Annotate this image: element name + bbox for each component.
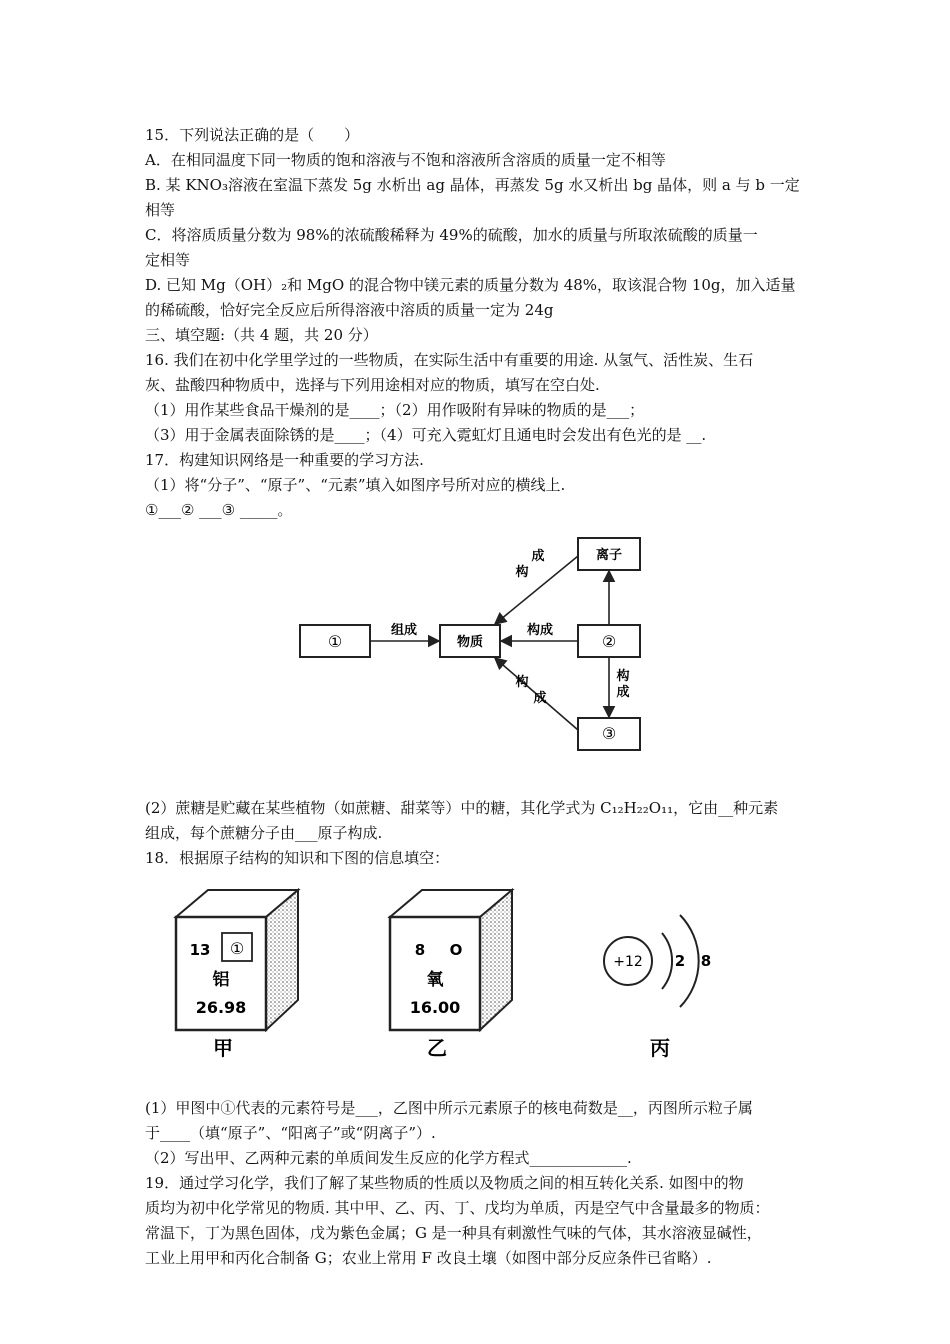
q19-line1: 19．通过学习化学，我们了解了某些物质的性质以及物质之间的相互转化关系. 如图中的物 [145,1174,744,1192]
jia-name: 铝 [212,970,230,990]
section-title: 三、填空题:（共 4 题，共 20 分） [145,326,378,344]
q15-option-c-cont: 定相等 [145,251,191,269]
yi-caption: 乙 [427,1036,447,1060]
q15-option-c: C．将溶质质量分数为 98%的浓硫酸稀释为 49%的硫酸，加水的质量与所取浓硫酸的质量一 [145,226,758,244]
label-form-v-1: 构 [616,669,630,684]
jia-caption: 甲 [213,1036,233,1060]
yi-mass: 16.00 [409,998,461,1017]
q15-stem: 15．下列说法正确的是（ ） [145,126,360,144]
q15-option-d-cont: 的稀硫酸，恰好完全反应后所得溶液中溶质的质量一定为 24g [145,301,554,319]
q18-line3: 于____（填“原子”、“阳离子”或“阴离子”）. [145,1124,436,1142]
yi-symbol: O [449,941,463,959]
q16-line4: （3）用于金属表面除锈的是____；（4）可充入霓虹灯且通电时会发出有色光的是 __. [145,426,707,444]
q18-line2: (1）甲图中①代表的元素符号是___，乙图中所示元素原子的核电荷数是__，丙图所示粒子属 [145,1099,753,1117]
q17-line2: （1）将“分子”、“原子”、“元素”填入如图序号所对应的横线上. [145,476,566,494]
label-compose: 组成 [390,623,418,638]
yi-name: 氧 [426,970,444,990]
label-form-down-2: 成 [533,691,547,706]
label-form-v-2: 成 [616,685,630,700]
q19-line2: 质均为初中化学常见的物质. 其中甲、乙、丙、丁、戊均为单质，丙是空气中含量最多的物质： [145,1199,770,1217]
q15-option-b-cont: 相等 [145,201,176,219]
element-card-jia [176,890,298,1060]
box-3-label: ③ [601,724,617,743]
q19-line4: 工业上用甲和丙化合制备 G；农业上常用 F 改良土壤（如图中部分反应条件已省略）. [145,1249,712,1267]
shell-1-count: 2 [674,952,686,970]
q15-option-b: B. 某 KNO₃溶液在室温下蒸发 5g 水析出 ag 晶体，再蒸发 5g 水又析出 bg 晶体，则 a 与 b 一定 [145,176,800,194]
box-2-label: ② [601,632,617,651]
jia-atomic-number: 13 [189,941,211,959]
shell-2-count: 8 [700,952,712,970]
knowledge-network-diagram [290,530,690,760]
jia-symbol: ① [229,939,245,958]
jia-mass: 26.98 [195,998,247,1017]
q18-line4: （2）写出甲、乙两种元素的单质间发生反应的化学方程式_____________. [145,1149,632,1167]
label-form-up-2: 构 [515,565,529,580]
label-form-down-1: 构 [515,675,529,690]
q17-line4: (2）蔗糖是贮藏在某些植物（如蔗糖、甜菜等）中的糖，其化学式为 C₁₂H₂₂O₁₁，它由__种元素 [145,799,779,817]
bing-caption: 丙 [650,1036,670,1060]
q17-line5: 组成，每个蔗糖分子由___原子构成. [145,824,383,842]
q15-option-d: D. 已知 Mg（OH）₂和 MgO 的混合物中镁元素的质量分数为 48%，取该混合物 10g，加入适量 [145,276,796,294]
box-1-label: ① [327,632,343,651]
atom-figures [150,885,790,1065]
ion-structure-bing [604,915,711,1060]
box-matter-label: 物质 [456,635,484,650]
yi-atomic-number: 8 [414,941,426,959]
element-card-yi [390,890,512,1060]
nucleus-charge: +12 [613,954,643,970]
q18-line1: 18．根据原子结构的知识和下图的信息填空： [145,849,450,867]
q16-line3: （1）用作某些食品干燥剂的是____；（2）用作吸附有异味的物质的是___； [145,401,645,419]
q16-line1: 16. 我们在初中化学里学过的一些物质，在实际生活中有重要的用途. 从氢气、活性炭、生石 [145,351,754,369]
q17-line1: 17．构建知识网络是一种重要的学习方法. [145,451,424,469]
arrow-ion-to-matter [495,556,578,624]
label-form-mid: 构成 [526,623,554,638]
label-form-up-1: 成 [531,549,545,564]
shell-1 [662,933,672,989]
q19-line3: 常温下，丁为黑色固体，戊为紫色金属；G 是一种具有刺激性气味的气体，其水溶液显碱性， [145,1224,762,1242]
q16-line2: 灰、盐酸四种物质中，选择与下列用途相对应的物质，填写在空白处. [145,376,600,394]
box-ion-label: 离子 [595,548,623,563]
q15-option-a: A．在相同温度下同一物质的饱和溶液与不饱和溶液所含溶质的质量一定不相等 [145,151,666,169]
q17-line3: ①___② ___③ _____。 [145,501,293,519]
